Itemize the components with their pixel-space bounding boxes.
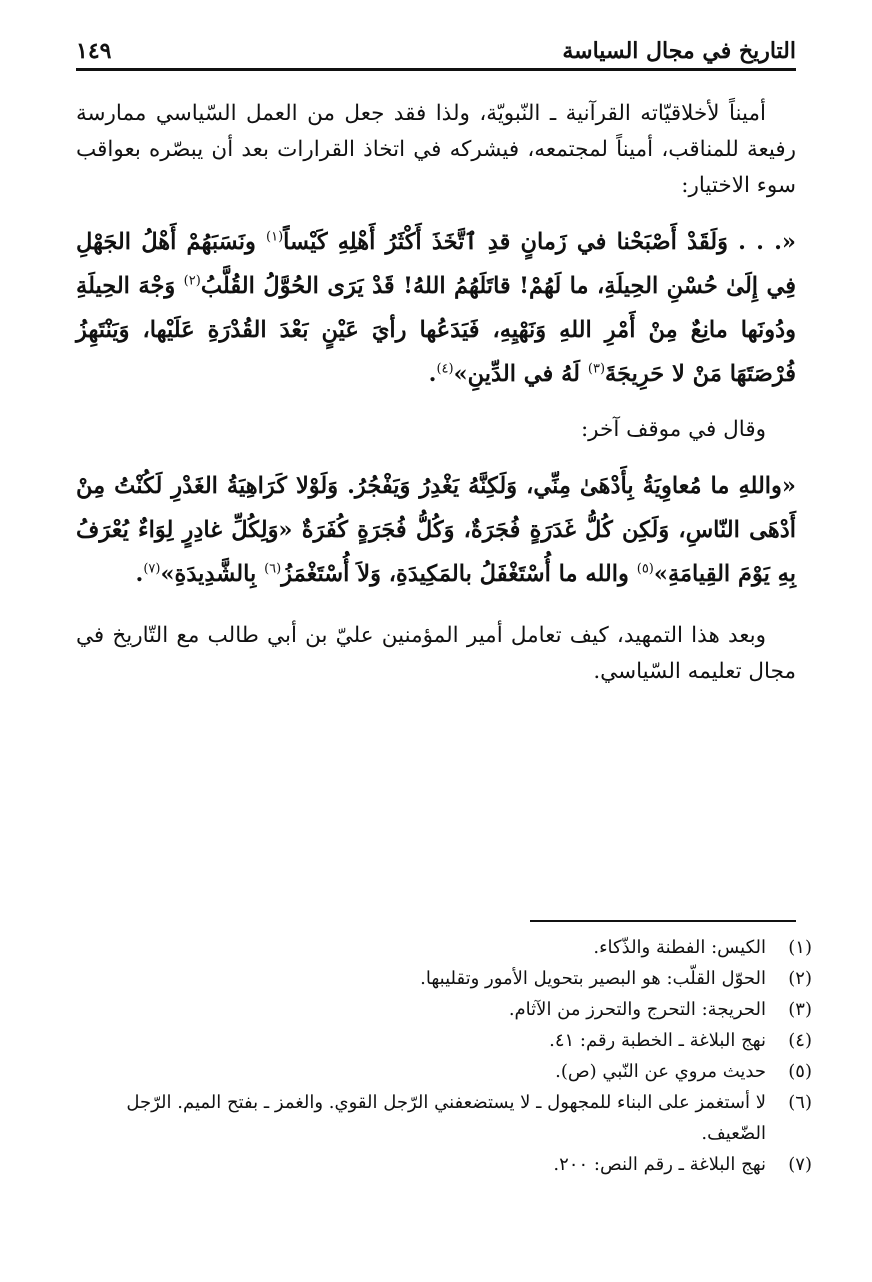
footnote-7 <box>76 1149 812 1180</box>
main-text <box>76 96 796 690</box>
footnote-text: لا أستغمز على البناء للمجهول ـ لا يستضعفني الرّجل القوي. والغمز ـ بفتح الميم. الرّجل الضّعيف. <box>126 1092 766 1144</box>
footnote-text: الكيس: الفطنة والذّكاء. <box>593 937 766 958</box>
paragraph-intro: أميناً لأخلاقيّاته القرآنية ـ النّبويّة، ولذا فقد جعل من العمل السّياسي ممارسة رفيعة للمناقب، أميناً لمجتمعه، فيشركه في اتخاذ القرارات بعد أن يبصّره بعواقب سوء الاختيار: <box>76 101 796 198</box>
footnote-ref-2: (٢) <box>183 273 201 289</box>
footnote-ref-4: (٤) <box>436 361 454 377</box>
paragraph-conclusion: وبعد هذا التمهيد، كيف تعامل أمير المؤمنين عليّ بن أبي طالب مع التّاريخ في مجال تعليمه السّياسي. <box>76 623 796 684</box>
footnote-2 <box>76 963 812 994</box>
footnote-text: حديث مروي عن النّبي (ص). <box>555 1061 766 1082</box>
footnote-ref-6: (٦) <box>264 561 282 577</box>
quote-first-part-d: لَهُ في الدِّينِ» <box>453 361 588 387</box>
footnote-5 <box>76 1056 812 1087</box>
footnote-ref-7: (٧) <box>143 561 161 577</box>
quote-second <box>76 464 796 596</box>
footnote-number: (٦) <box>788 1092 812 1113</box>
footnote-ref-1: (١) <box>266 229 284 245</box>
footnote-ref-3: (٣) <box>587 361 606 377</box>
footnotes <box>76 932 812 1180</box>
footnote-text: الحريجة: التحرج والتحرز من الآثام. <box>508 999 766 1020</box>
quote-first-part-b: ونَسَبَهُمْ أَهْلُ الجَهْلِ فِي إِلَىٰ حُسْنِ الحِيلَةِ، ما لَهُمْ! قاتَلَهُمُ اللهُ! قَدْ يَرَى الحُوَّلُ القُلَّبُ <box>76 229 797 299</box>
footnote-text: نهج البلاغة ـ رقم النص: ٢٠٠. <box>553 1154 766 1175</box>
footnote-4 <box>76 1025 812 1056</box>
running-title: التاريخ في مجال السياسة <box>562 38 796 64</box>
footnote-6 <box>76 1087 812 1149</box>
quote-first-part-a: «. . . وَلَقَدْ أَصْبَحْنا في زَمانٍ قدِ ٱتَّخَذَ أَكْثَرُ أَهْلِهِ كَيْساً <box>283 229 796 255</box>
quote-second-part-a: «واللهِ ما مُعاوِيَةُ بِأَدْهَىٰ مِنِّي، وَلَكِنَّهُ يَغْدِرُ وَيَفْجُرُ. وَلَوْلا كَرَاهِيَةُ الغَدْرِ لَكُنْتُ مِنْ أَدْهَى النّاسِ، وَلَكِن كُلُّ غَدَرَةٍ فُجَرَةٌ، وَكُلُّ فُجَرَةٍ كُفَرَةٌ «وَلِكُلِّ غادِرٍ لِوَاءٌ يُعْرَفُ بِهِ يَوْمَ القِيامَةِ» <box>76 473 796 587</box>
quote-second-part-c: بِالشَّدِيدَةِ» <box>160 561 265 587</box>
page-number: ١٤٩ <box>76 38 112 64</box>
footnote-number: (٥) <box>788 1061 812 1082</box>
footnote-number: (٢) <box>788 968 812 989</box>
paragraph-another-situation: وقال في موقف آخر: <box>580 417 766 442</box>
header-rule <box>76 68 796 71</box>
quote-second-end: . <box>135 561 144 587</box>
footnote-number: (٣) <box>788 999 812 1020</box>
footnote-3 <box>76 994 812 1025</box>
page-header <box>76 30 796 64</box>
footnote-1 <box>76 932 812 963</box>
footnote-text: الحوّل القلّب: هو البصير بتحويل الأمور وتقليبها. <box>420 968 766 989</box>
footnote-ref-5: (٥) <box>636 561 654 577</box>
quote-first-part-c: وَجْهَ الحِيلَةِ ودُونَها مانِعٌ مِنْ أَمْرِ اللهِ وَنَهْيِهِ، فَيَدَعُها رأيَ عَيْنٍ بَعْدَ القُدْرَةِ عَلَيْها، وَيَنْتَهِزُ فُرْصَتَهَا مَنْ لا حَرِيجَةَ <box>76 273 796 387</box>
quote-first-end: . <box>428 361 437 387</box>
footnote-rule <box>530 920 796 922</box>
quote-second-part-b: والله ما أُسْتَغْفَلُ بالمَكِيدَةِ، وَلاَ أُسْتَغْمَزُ <box>281 561 637 587</box>
footnote-number: (١) <box>788 937 812 958</box>
quote-first <box>76 220 796 396</box>
footnote-text: نهج البلاغة ـ الخطبة رقم: ٤١. <box>549 1030 766 1051</box>
footnote-number: (٧) <box>788 1154 812 1175</box>
footnote-number: (٤) <box>788 1030 812 1051</box>
